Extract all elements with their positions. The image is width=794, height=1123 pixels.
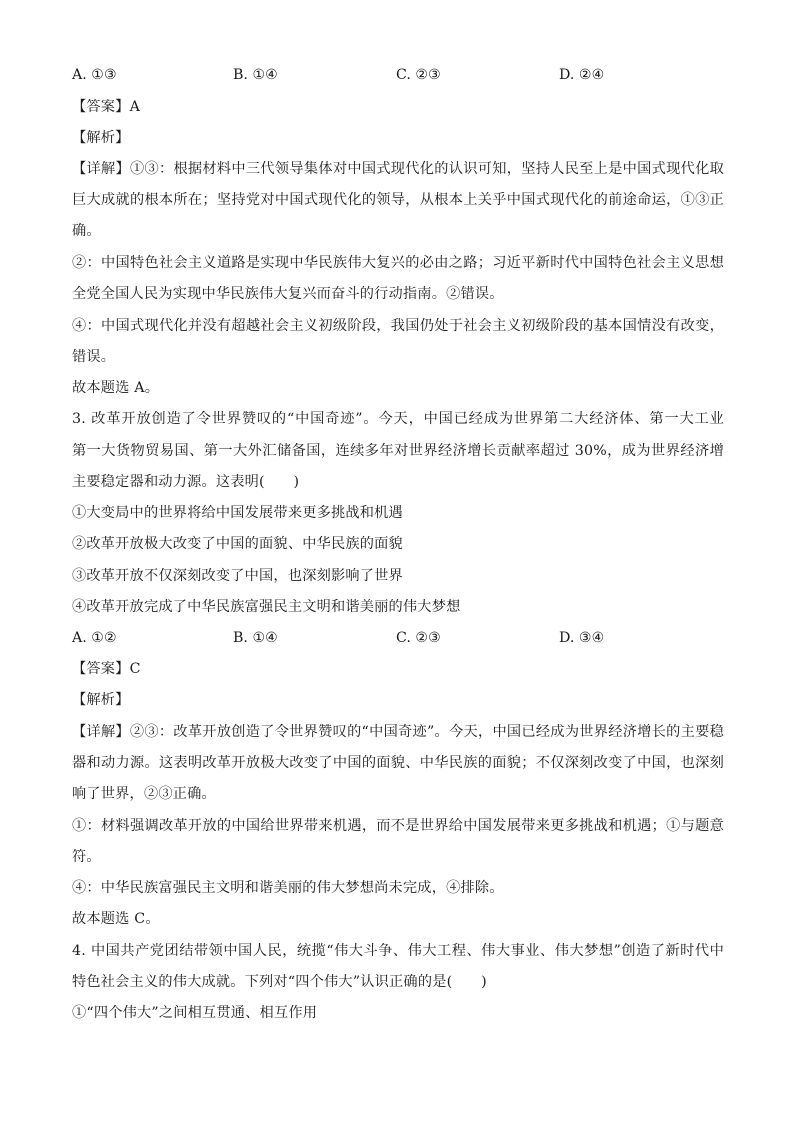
q3-option-d: D. ③④ bbox=[559, 630, 605, 646]
q3-statement-4: ④改革开放完成了中华民族富强民主文明和谐美丽的伟大梦想 bbox=[72, 599, 461, 615]
q2-option-b: B. ①④ bbox=[233, 67, 278, 83]
q3-detail-line-1 bbox=[72, 722, 724, 742]
q2-conclusion: 故本题选 A。 bbox=[72, 380, 160, 396]
q2-point2-line-1: ②：中国特色社会主义道路是实现中华民族伟大复兴的必由之路；习近平新时代中国特色社会主义思想 bbox=[72, 255, 724, 271]
q4-stem-line-1: 4. 中国共产党团结带领中国人民，统揽“伟大斗争、伟大工程、伟大事业、伟大梦想”创造了新时代中 bbox=[72, 943, 724, 959]
q3-detail-line-3: 响了世界，②③正确。 bbox=[72, 786, 216, 802]
q3-statement-3: ③改革开放不仅深刻改变了中国，也深刻影响了世界 bbox=[72, 568, 403, 584]
q3-statement-1: ①大变局中的世界将给中国发展带来更多挑战和机遇 bbox=[72, 505, 403, 521]
q2-option-d: D. ②④ bbox=[559, 67, 605, 83]
q2-detail-line-1 bbox=[72, 159, 724, 179]
q3-option-b: B. ①④ bbox=[233, 630, 278, 646]
q3-stem-line-2: 第一大货物贸易国、第一大外汇储备国，连续多年对世界经济增长贡献率超过 30%，成为世界经济增 bbox=[72, 443, 724, 459]
q2-point4-line-1: ④：中国式现代化并没有超越社会主义初级阶段，我国仍处于社会主义初级阶段的基本国情没有改变， bbox=[72, 318, 724, 334]
q4-stem-line-2: 特色社会主义的伟大成就。下列对“四个伟大”认识正确的是( ) bbox=[72, 974, 487, 990]
q2-answer bbox=[72, 97, 724, 117]
q2-detail-text-1: ①③：根据材料中三代领导集体对中国式现代化的认识可知，坚持人民至上是中国式现代化取 bbox=[129, 161, 724, 177]
q2-options-row bbox=[72, 65, 724, 85]
q3-point4-line-1: ④：中华民族富强民主文明和谐美丽的伟大梦想尚未完成，④排除。 bbox=[72, 880, 504, 896]
q3-options-row bbox=[72, 628, 724, 648]
q2-analysis-tag: 【解析】 bbox=[72, 130, 130, 146]
q2-answer-tag: 【答案】 bbox=[72, 99, 130, 115]
q3-detail-tag: 【详解】 bbox=[72, 724, 130, 740]
q2-detail-line-3: 确。 bbox=[72, 223, 101, 239]
q3-analysis-tag: 【解析】 bbox=[72, 692, 130, 708]
q3-conclusion: 故本题选 C。 bbox=[72, 911, 160, 927]
q3-answer bbox=[72, 659, 724, 679]
q3-statement-2: ②改革开放极大改变了中国的面貌、中华民族的面貌 bbox=[72, 536, 403, 552]
q3-stem-line-1: 3. 改革开放创造了令世界赞叹的“中国奇迹”。今天，中国已经成为世界第二大经济体、第一大工业 bbox=[72, 411, 724, 427]
q4-statement-1: ①“四个伟大”之间相互贯通、相互作用 bbox=[72, 1005, 318, 1021]
q3-answer-value: C bbox=[129, 661, 141, 677]
q3-answer-tag: 【答案】 bbox=[72, 661, 130, 677]
q3-option-a: A. ①② bbox=[72, 630, 117, 646]
q3-detail-line-2: 器和动力源。这表明改革开放极大改变了中国的面貌、中华民族的面貌；不仅深刻改变了中国，也深刻 bbox=[72, 755, 724, 771]
q2-point2-line-2: 全党全国人民为实现中华民族伟大复兴而奋斗的行动指南。②错误。 bbox=[72, 286, 504, 302]
q2-answer-value: A bbox=[129, 99, 141, 115]
q3-point1-line-2: 符。 bbox=[72, 849, 101, 865]
q2-detail-tag: 【详解】 bbox=[72, 161, 130, 177]
q2-option-c: C. ②③ bbox=[396, 67, 441, 83]
q2-option-a: A. ①③ bbox=[72, 67, 117, 83]
q2-detail-line-2: 巨大成就的根本所在；坚持党对中国式现代化的领导，从根本上关乎中国式现代化的前途命运，①③正 bbox=[72, 192, 724, 208]
q3-detail-text-1: ②③：改革开放创造了令世界赞叹的“中国奇迹”。今天，中国已经成为世界经济增长的主要稳 bbox=[129, 724, 724, 740]
q3-option-c: C. ②③ bbox=[396, 630, 441, 646]
q3-stem-line-3: 主要稳定器和动力源。这表明( ) bbox=[72, 474, 300, 490]
q3-point1-line-1: ①：材料强调改革开放的中国给世界带来机遇，而不是世界给中国发展带来更多挑战和机遇；①与题意 bbox=[72, 818, 724, 834]
q2-point4-line-2: 错误。 bbox=[72, 349, 116, 365]
